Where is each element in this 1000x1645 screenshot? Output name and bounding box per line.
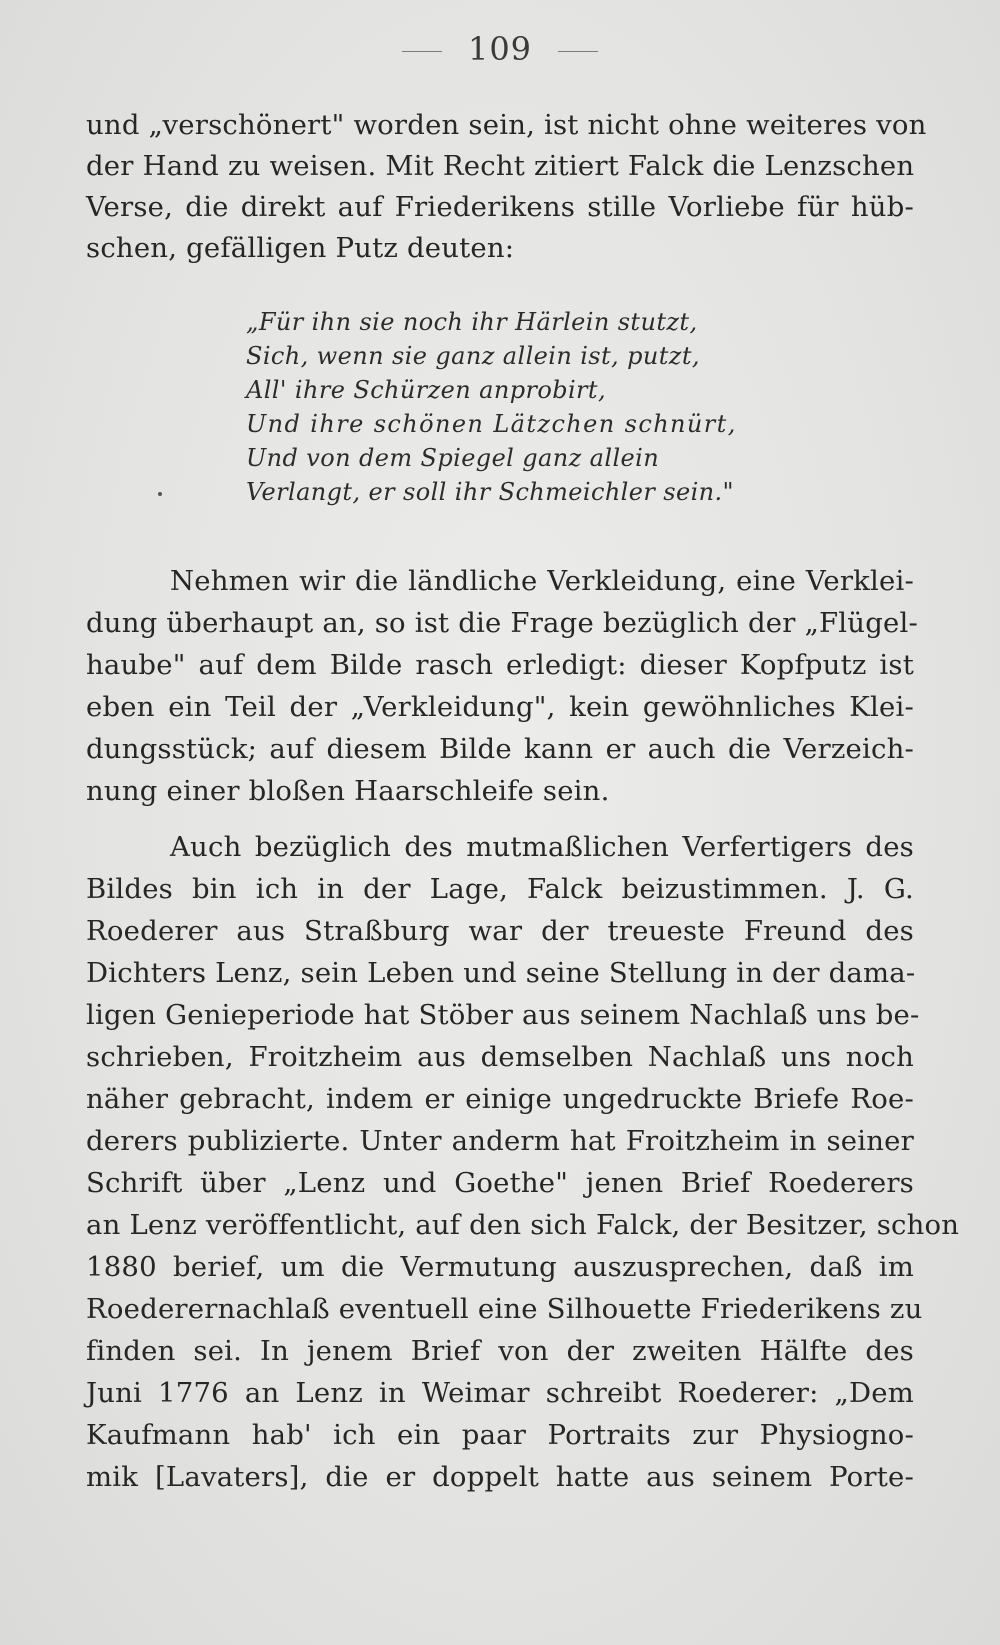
- text-line: Roederer aus Straßburg war der treueste Freund des: [86, 915, 914, 947]
- text-line: Bildes bin ich in der Lage, Falck beizustimmen. J. G.: [86, 873, 914, 905]
- verse-line: „Für ihn sie noch ihr Härlein stutzt,: [246, 308, 698, 336]
- header-dash-left: [402, 51, 442, 53]
- text-line: Kaufmann hab' ich ein paar Portraits zur Physiogno-: [86, 1419, 914, 1451]
- text-line: Auch bezüglich des mutmaßlichen Verfertigers des: [170, 831, 914, 863]
- text-line: Verse, die direkt auf Friederikens stille Vorliebe für hüb-: [86, 191, 914, 223]
- text-line: nung einer bloßen Haarschleife sein.: [86, 775, 610, 807]
- verse-line: All' ihre Schürzen anprobirt,: [246, 376, 606, 404]
- text-line: schen, gefälligen Putz deuten:: [86, 232, 515, 264]
- text-line: Nehmen wir die ländliche Verkleidung, eine Verklei-: [170, 565, 914, 597]
- text-line: dung überhaupt an, so ist die Frage bezüglich der „Flügel-: [86, 607, 918, 639]
- text-line: mik [Lavaters], die er doppelt hatte aus seinem Porte-: [86, 1461, 914, 1493]
- verse-line: Und ihre schönen Lätzchen schnürt,: [246, 410, 737, 438]
- text-line: 1880 berief, um die Vermutung auszusprechen, daß im: [86, 1251, 914, 1283]
- text-line: an Lenz veröffentlicht, auf den sich Falck, der Besitzer, schon: [86, 1209, 960, 1241]
- text-line: finden sei. In jenem Brief von der zweiten Hälfte des: [86, 1335, 914, 1367]
- text-line: der Hand zu weisen. Mit Recht zitiert Falck die Lenzschen: [86, 150, 915, 182]
- page-number: 109: [467, 30, 533, 68]
- text-line: derers publizierte. Unter anderm hat Froitzheim in seiner: [86, 1125, 914, 1157]
- text-line: näher gebracht, indem er einige ungedruckte Briefe Roe-: [86, 1083, 914, 1115]
- text-line: Schrift über „Lenz und Goethe" jenen Brief Roederers: [86, 1167, 914, 1199]
- text-line: ligen Genieperiode hat Stöber aus seinem Nachlaß uns be-: [86, 999, 920, 1031]
- header-dash-right: [558, 51, 598, 53]
- page-header: [0, 30, 1000, 68]
- text-line: Roederernachlaß eventuell eine Silhouette Friederikens zu: [86, 1293, 923, 1325]
- text-line: Dichters Lenz, sein Leben und seine Stellung in der dama-: [86, 957, 916, 989]
- text-line: schrieben, Froitzheim aus demselben Nachlaß uns noch: [86, 1041, 914, 1073]
- text-line: haube" auf dem Bilde rasch erledigt: dieser Kopfputz ist: [86, 649, 914, 681]
- verse-line: Und von dem Spiegel ganz allein: [246, 444, 660, 472]
- text-line: und „verschönert" worden sein, ist nicht ohne weiteres von: [86, 109, 927, 141]
- stray-dot-mark: [158, 492, 162, 496]
- verse-line: Sich, wenn sie ganz allein ist, putzt,: [246, 342, 700, 370]
- verse-line: Verlangt, er soll ihr Schmeichler sein.": [246, 478, 734, 506]
- text-line: dungsstück; auf diesem Bilde kann er auch die Verzeich-: [86, 733, 914, 765]
- text-line: Juni 1776 an Lenz in Weimar schreibt Roederer: „Dem: [86, 1377, 914, 1409]
- text-line: eben ein Teil der „Verkleidung", kein gewöhnliches Klei-: [86, 691, 914, 723]
